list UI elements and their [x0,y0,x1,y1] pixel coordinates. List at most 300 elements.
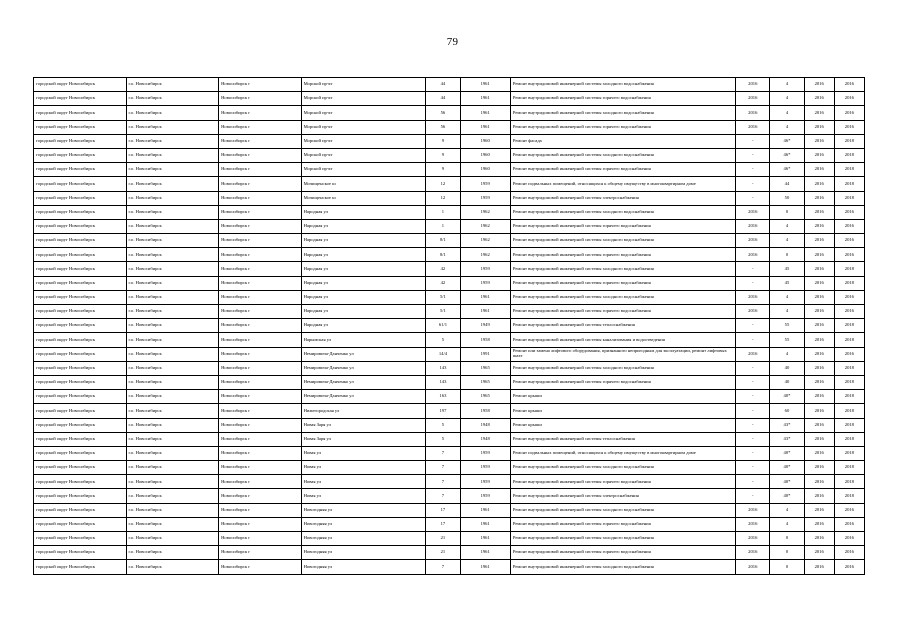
cell-end-year: 2018 [834,489,864,503]
cell-district: городской округ Новосибирск [34,205,127,219]
cell-start-year: 2016 [804,532,834,546]
cell-cost: - [736,148,770,162]
cell-street: Новогодняя ул [301,532,426,546]
cell-district: городской округ Новосибирск [34,517,127,531]
cell-end-year: 2016 [834,78,864,92]
cell-area: 4 [770,305,804,319]
cell-street: Немировича-Данченко ул [301,361,426,375]
cell-cost: - [736,446,770,460]
cell-area: 4 [770,347,804,361]
cell-start-year: 2016 [804,276,834,290]
cell-end-year: 2016 [834,120,864,134]
cell-municipality: г.о. Новосибирск [126,134,219,148]
cell-house: 5 [426,418,460,432]
cell-end-year: 2018 [834,361,864,375]
repair-schedule-table [33,77,865,575]
cell-street: Новая ул [301,475,426,489]
cell-cost: - [736,390,770,404]
cell-cost: 2016 [736,305,770,319]
cell-city: Новосибирск г [219,248,301,262]
table-row [34,92,865,106]
cell-city: Новосибирск г [219,532,301,546]
cell-year: 1965 [460,361,510,375]
table-row [34,163,865,177]
cell-street: Морской пр-кт [301,92,426,106]
cell-area: 43* [770,432,804,446]
cell-district: городской округ Новосибирск [34,120,127,134]
cell-area: 4 [770,120,804,134]
cell-year: 1948 [460,432,510,446]
table-row [34,446,865,460]
cell-cost: - [736,319,770,333]
cell-year: 1961 [460,106,510,120]
cell-district: городской округ Новосибирск [34,361,127,375]
cell-work-type: Ремонт внутридомовой инженерной системы холодного водоснабжения [510,262,735,276]
cell-municipality: г.о. Новосибирск [126,390,219,404]
cell-end-year: 2016 [834,92,864,106]
cell-area: 4 [770,219,804,233]
cell-house: 1 [426,205,460,219]
cell-area: 4 [770,92,804,106]
cell-municipality: г.о. Новосибирск [126,319,219,333]
cell-start-year: 2016 [804,148,834,162]
cell-area: 4 [770,503,804,517]
cell-street: Народная ул [301,290,426,304]
cell-end-year: 2018 [834,163,864,177]
cell-municipality: г.о. Новосибирск [126,418,219,432]
cell-street: Морской пр-кт [301,148,426,162]
cell-street: Новая ул [301,446,426,460]
cell-start-year: 2016 [804,106,834,120]
cell-end-year: 2016 [834,546,864,560]
cell-street: Немировича-Данченко ул [301,375,426,389]
cell-end-year: 2018 [834,262,864,276]
table-row [34,305,865,319]
cell-cost: 2016 [736,290,770,304]
cell-end-year: 2016 [834,532,864,546]
cell-year: 1949 [460,319,510,333]
cell-municipality: г.о. Новосибирск [126,262,219,276]
cell-municipality: г.о. Новосибирск [126,503,219,517]
cell-district: городской округ Новосибирск [34,503,127,517]
cell-work-type: Ремонт внутридомовой инженерной системы холодного водоснабжения [510,78,735,92]
cell-house: 5/1 [426,305,460,319]
table-row [34,347,865,361]
cell-area: 40* [770,446,804,460]
table-row [34,432,865,446]
cell-district: городской округ Новосибирск [34,191,127,205]
cell-district: городской округ Новосибирск [34,177,127,191]
cell-year: 1961 [460,78,510,92]
cell-work-type: Ремонт внутридомовой инженерной системы холодного водоснабжения [510,205,735,219]
cell-city: Новосибирск г [219,148,301,162]
table-row [34,234,865,248]
cell-house: 143 [426,375,460,389]
cell-city: Новосибирск г [219,446,301,460]
cell-cost: - [736,333,770,347]
table-row [34,191,865,205]
cell-end-year: 2018 [834,276,864,290]
cell-start-year: 2016 [804,290,834,304]
cell-city: Новосибирск г [219,219,301,233]
cell-municipality: г.о. Новосибирск [126,92,219,106]
cell-house: 21 [426,532,460,546]
cell-end-year: 2018 [834,404,864,418]
cell-area: 0 [770,546,804,560]
cell-district: городской округ Новосибирск [34,461,127,475]
cell-area: 40 [770,361,804,375]
cell-house: 8/1 [426,234,460,248]
cell-city: Новосибирск г [219,475,301,489]
cell-house: 61/1 [426,319,460,333]
cell-start-year: 2016 [804,219,834,233]
cell-district: городской округ Новосибирск [34,404,127,418]
cell-municipality: г.о. Новосибирск [126,290,219,304]
cell-cost: 2016 [736,120,770,134]
table-row [34,106,865,120]
cell-area: 0 [770,248,804,262]
cell-house: 7 [426,461,460,475]
table-row [34,120,865,134]
cell-municipality: г.о. Новосибирск [126,106,219,120]
cell-city: Новосибирск г [219,517,301,531]
cell-house: 163 [426,390,460,404]
cell-year: 1948 [460,418,510,432]
cell-start-year: 2016 [804,404,834,418]
cell-area: 4 [770,106,804,120]
cell-cost: 2016 [736,92,770,106]
cell-area: 4 [770,78,804,92]
table-row [34,219,865,233]
cell-cost: 2016 [736,503,770,517]
cell-year: 1959 [460,177,510,191]
table-row [34,503,865,517]
cell-year: 1961 [460,503,510,517]
table-row [34,262,865,276]
cell-municipality: г.о. Новосибирск [126,432,219,446]
table-row [34,390,865,404]
cell-municipality: г.о. Новосибирск [126,532,219,546]
cell-work-type: Ремонт крыши [510,390,735,404]
cell-year: 1959 [460,489,510,503]
cell-end-year: 2018 [834,375,864,389]
table-row [34,404,865,418]
cell-street: Нарымская ул [301,333,426,347]
cell-area: 43* [770,418,804,432]
cell-house: 197 [426,404,460,418]
cell-work-type: Ремонт внутридомовой инженерной системы горячего водоснабжения [510,475,735,489]
cell-year: 1962 [460,248,510,262]
cell-house: 7 [426,475,460,489]
cell-house: 17 [426,517,460,531]
cell-municipality: г.о. Новосибирск [126,234,219,248]
cell-year: 1960 [460,148,510,162]
cell-municipality: г.о. Новосибирск [126,517,219,531]
cell-municipality: г.о. Новосибирск [126,219,219,233]
cell-start-year: 2016 [804,560,834,574]
cell-house: 143 [426,361,460,375]
cell-street: Новогодняя ул [301,560,426,574]
cell-street: Народная ул [301,248,426,262]
cell-year: 1958 [460,404,510,418]
cell-cost: 2016 [736,546,770,560]
cell-year: 1962 [460,219,510,233]
table-row [34,418,865,432]
table-row [34,461,865,475]
cell-start-year: 2016 [804,503,834,517]
cell-house: 5 [426,333,460,347]
cell-year: 1960 [460,163,510,177]
cell-city: Новосибирск г [219,432,301,446]
cell-end-year: 2018 [834,319,864,333]
cell-district: городской округ Новосибирск [34,390,127,404]
cell-city: Новосибирск г [219,177,301,191]
cell-district: городской округ Новосибирск [34,418,127,432]
cell-street: Морской пр-кт [301,78,426,92]
cell-district: городской округ Новосибирск [34,290,127,304]
cell-district: городской округ Новосибирск [34,319,127,333]
cell-start-year: 2016 [804,205,834,219]
cell-cost: - [736,432,770,446]
cell-work-type: Ремонт подвальных помещений, относящихся к общему имуществу в многоквартирном доме [510,446,735,460]
cell-year: 1961 [460,560,510,574]
cell-house: 21 [426,546,460,560]
cell-municipality: г.о. Новосибирск [126,205,219,219]
cell-city: Новосибирск г [219,361,301,375]
cell-cost: - [736,177,770,191]
cell-house: 17 [426,503,460,517]
cell-area: 40* [770,489,804,503]
cell-work-type: Ремонт внутридомовой инженерной системы горячего водоснабжения [510,546,735,560]
cell-end-year: 2018 [834,333,864,347]
cell-house: 56 [426,120,460,134]
cell-start-year: 2016 [804,163,834,177]
table-row [34,205,865,219]
cell-start-year: 2016 [804,361,834,375]
table-row [34,290,865,304]
cell-year: 1961 [460,290,510,304]
cell-year: 1991 [460,347,510,361]
cell-cost: 2016 [736,347,770,361]
table-row [34,546,865,560]
cell-start-year: 2016 [804,375,834,389]
cell-street: Народная ул [301,262,426,276]
cell-end-year: 2016 [834,106,864,120]
cell-district: городской округ Новосибирск [34,234,127,248]
cell-work-type: Ремонт или замена лифтового оборудования, признанного непригодным для эксплуатации, ремонт лифтовых шахт [510,347,735,361]
cell-district: городской округ Новосибирск [34,489,127,503]
cell-cost: 2016 [736,234,770,248]
cell-street: Морской пр-кт [301,120,426,134]
cell-work-type: Ремонт крыши [510,418,735,432]
cell-start-year: 2016 [804,347,834,361]
cell-municipality: г.о. Новосибирск [126,305,219,319]
cell-work-type: Ремонт внутридомовой инженерной системы горячего водоснабжения [510,375,735,389]
cell-year: 1958 [460,333,510,347]
cell-house: 56 [426,106,460,120]
cell-area: 44 [770,177,804,191]
cell-municipality: г.о. Новосибирск [126,361,219,375]
cell-city: Новосибирск г [219,205,301,219]
cell-house: 44 [426,78,460,92]
cell-municipality: г.о. Новосибирск [126,546,219,560]
cell-start-year: 2016 [804,446,834,460]
cell-work-type: Ремонт фасада [510,134,735,148]
cell-house: 14/4 [426,347,460,361]
cell-city: Новосибирск г [219,134,301,148]
cell-year: 1961 [460,305,510,319]
cell-street: Морской пр-кт [301,106,426,120]
cell-end-year: 2018 [834,191,864,205]
cell-work-type: Ремонт внутридомовой инженерной системы горячего водоснабжения [510,219,735,233]
cell-year: 1965 [460,375,510,389]
cell-year: 1959 [460,262,510,276]
cell-city: Новосибирск г [219,78,301,92]
cell-city: Новосибирск г [219,262,301,276]
cell-work-type: Ремонт внутридомовой инженерной системы холодного водоснабжения [510,532,735,546]
cell-area: 0 [770,532,804,546]
cell-work-type: Ремонт внутридомовой инженерной системы горячего водоснабжения [510,92,735,106]
cell-end-year: 2018 [834,418,864,432]
cell-year: 1961 [460,120,510,134]
cell-end-year: 2016 [834,290,864,304]
cell-city: Новосибирск г [219,290,301,304]
cell-area: 60 [770,404,804,418]
cell-year: 1962 [460,205,510,219]
cell-house: 44 [426,92,460,106]
cell-street: Новогодняя ул [301,503,426,517]
cell-work-type: Ремонт внутридомовой инженерной системы холодного водоснабжения [510,234,735,248]
cell-start-year: 2016 [804,120,834,134]
cell-municipality: г.о. Новосибирск [126,177,219,191]
cell-street: Народная ул [301,305,426,319]
cell-street: Народная ул [301,276,426,290]
cell-house: 42 [426,276,460,290]
cell-cost: - [736,418,770,432]
cell-end-year: 2016 [834,234,864,248]
cell-city: Новосибирск г [219,390,301,404]
cell-cost: - [736,475,770,489]
table-row [34,319,865,333]
cell-work-type: Ремонт внутридомовой инженерной системы холодного водоснабжения [510,106,735,120]
cell-street: Немировича-Данченко ул [301,347,426,361]
cell-end-year: 2018 [834,432,864,446]
cell-work-type: Ремонт внутридомовой инженерной системы холодного водоснабжения [510,290,735,304]
cell-street: Народная ул [301,234,426,248]
cell-city: Новосибирск г [219,163,301,177]
cell-start-year: 2016 [804,461,834,475]
cell-cost: - [736,489,770,503]
cell-house: 8/1 [426,248,460,262]
cell-cost: - [736,361,770,375]
cell-city: Новосибирск г [219,418,301,432]
cell-end-year: 2018 [834,148,864,162]
cell-city: Новосибирск г [219,333,301,347]
cell-house: 12 [426,177,460,191]
cell-end-year: 2016 [834,248,864,262]
cell-area: 4 [770,517,804,531]
table-row [34,517,865,531]
cell-house: 5 [426,432,460,446]
cell-end-year: 2016 [834,205,864,219]
table-row [34,134,865,148]
cell-work-type: Ремонт подвальных помещений, относящихся к общему имуществу в многоквартирном доме [510,177,735,191]
cell-district: городской округ Новосибирск [34,262,127,276]
cell-year: 1960 [460,134,510,148]
cell-year: 1961 [460,517,510,531]
cell-work-type: Ремонт внутридомовой инженерной системы холодного водоснабжения [510,503,735,517]
cell-municipality: г.о. Новосибирск [126,560,219,574]
cell-city: Новосибирск г [219,191,301,205]
cell-start-year: 2016 [804,134,834,148]
cell-start-year: 2016 [804,191,834,205]
cell-start-year: 2016 [804,475,834,489]
cell-area: 4 [770,290,804,304]
cell-district: городской округ Новосибирск [34,446,127,460]
cell-district: городской округ Новосибирск [34,78,127,92]
cell-house: 9 [426,134,460,148]
cell-work-type: Ремонт внутридомовой инженерной системы холодного водоснабжения [510,361,735,375]
cell-work-type: Ремонт внутридомовой инженерной системы холодного водоснабжения [510,560,735,574]
cell-work-type: Ремонт внутридомовой инженерной системы горячего водоснабжения [510,276,735,290]
cell-district: городской округ Новосибирск [34,333,127,347]
cell-municipality: г.о. Новосибирск [126,333,219,347]
cell-street: Новая Заря ул [301,418,426,432]
cell-area: 55 [770,319,804,333]
cell-area: 0 [770,560,804,574]
cell-street: Нижегородская ул [301,404,426,418]
cell-area: 46* [770,163,804,177]
cell-cost: 2016 [736,517,770,531]
cell-city: Новосибирск г [219,503,301,517]
cell-end-year: 2018 [834,177,864,191]
cell-city: Новосибирск г [219,489,301,503]
cell-end-year: 2016 [834,517,864,531]
cell-district: городской округ Новосибирск [34,219,127,233]
cell-district: городской округ Новосибирск [34,134,127,148]
cell-municipality: г.о. Новосибирск [126,375,219,389]
cell-street: Народная ул [301,319,426,333]
cell-district: городской округ Новосибирск [34,276,127,290]
cell-cost: - [736,404,770,418]
cell-municipality: г.о. Новосибирск [126,191,219,205]
cell-start-year: 2016 [804,177,834,191]
cell-city: Новосибирск г [219,234,301,248]
cell-cost: - [736,461,770,475]
cell-cost: - [736,262,770,276]
cell-start-year: 2016 [804,418,834,432]
cell-year: 1961 [460,532,510,546]
cell-municipality: г.о. Новосибирск [126,475,219,489]
cell-start-year: 2016 [804,92,834,106]
cell-house: 9 [426,148,460,162]
cell-start-year: 2016 [804,262,834,276]
cell-area: 0 [770,205,804,219]
cell-area: 4 [770,234,804,248]
cell-cost: 2016 [736,106,770,120]
cell-cost: - [736,375,770,389]
cell-cost: - [736,134,770,148]
cell-district: городской округ Новосибирск [34,475,127,489]
cell-city: Новосибирск г [219,106,301,120]
cell-city: Новосибирск г [219,404,301,418]
cell-cost: 2016 [736,219,770,233]
cell-city: Новосибирск г [219,375,301,389]
table-row [34,78,865,92]
cell-house: 5/1 [426,290,460,304]
cell-street: Мочищенское ш [301,191,426,205]
cell-end-year: 2018 [834,446,864,460]
